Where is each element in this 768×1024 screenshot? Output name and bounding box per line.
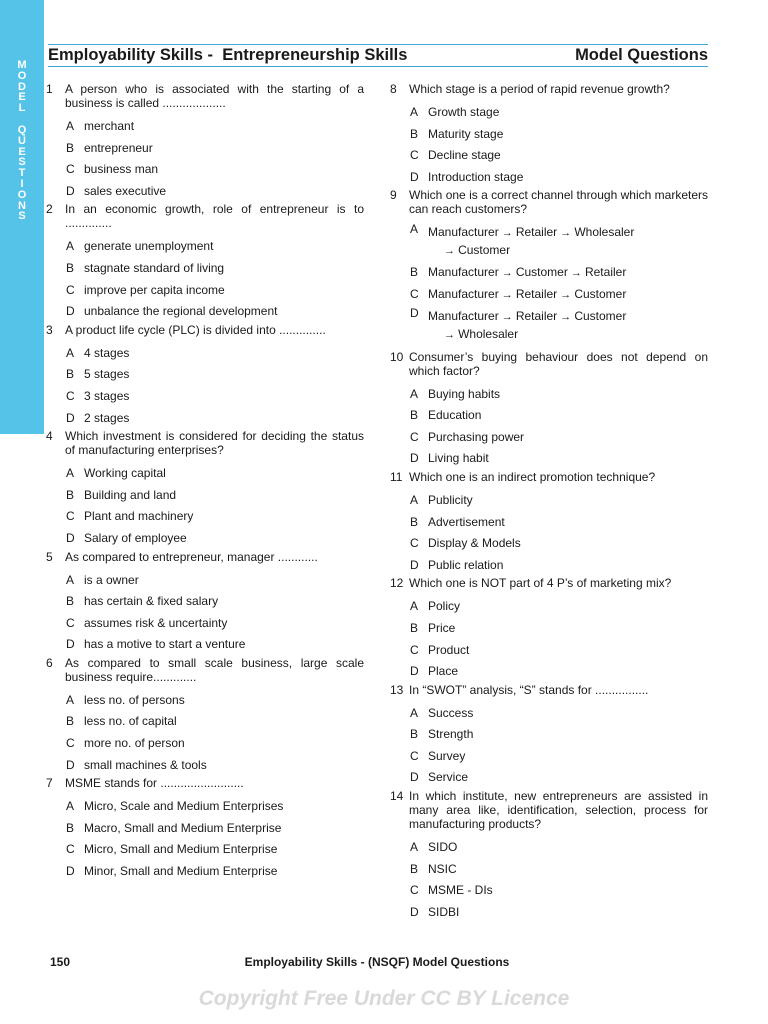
option xyxy=(390,222,708,262)
side-letter: S xyxy=(18,156,26,169)
option-text: Growth stage xyxy=(428,105,500,119)
option-text: unbalance the regional development xyxy=(84,304,278,319)
side-tab xyxy=(0,0,44,434)
option-letter: D xyxy=(66,530,75,545)
option-text: has certain & fixed salary xyxy=(84,594,219,609)
option-letter: D xyxy=(66,757,75,772)
option-text: 3 stages xyxy=(84,388,130,403)
side-letter: E xyxy=(18,91,26,104)
option-letter: A xyxy=(410,222,419,237)
option-letter: C xyxy=(410,286,419,301)
question-number: 8 xyxy=(390,82,397,96)
option-text: is a owner xyxy=(84,572,139,587)
option-text: Building and land xyxy=(84,487,177,502)
option-letter: D xyxy=(410,305,419,320)
arrow-icon: → xyxy=(557,310,575,323)
option-letter: C xyxy=(410,883,419,898)
option xyxy=(46,506,364,528)
option xyxy=(46,138,364,160)
question-number: 12 xyxy=(390,576,404,591)
side-letter: E xyxy=(18,145,26,158)
option-letter: A xyxy=(410,105,419,119)
option-text: has a motive to start a venture xyxy=(84,637,246,652)
option-letter: A xyxy=(66,692,75,707)
question-number: 1 xyxy=(46,82,53,96)
option-letter: B xyxy=(66,367,75,382)
channel-step: Retailer xyxy=(515,308,558,323)
option-letter: C xyxy=(410,148,419,163)
option-letter: A xyxy=(66,239,75,254)
option-text: more no. of person xyxy=(84,736,185,751)
header-section: Model Questions xyxy=(575,46,708,64)
side-letter: O xyxy=(17,188,27,201)
option-letter: A xyxy=(410,492,419,507)
side-letter: D xyxy=(18,80,26,93)
option xyxy=(46,528,364,550)
option-letter: C xyxy=(66,509,75,524)
option xyxy=(46,711,364,733)
option xyxy=(390,405,708,427)
option-letter: D xyxy=(410,664,419,679)
option xyxy=(46,463,364,485)
arrow-icon: → xyxy=(567,267,585,280)
option-text: Macro, Small and Medium Enterprise xyxy=(84,820,282,835)
option-text: 2 stages xyxy=(84,410,130,425)
option-letter: B xyxy=(410,727,419,742)
option-letter: D xyxy=(410,169,419,184)
side-letter: M xyxy=(17,59,27,71)
option-letter: D xyxy=(66,304,75,319)
question-number: 11 xyxy=(390,469,403,484)
option xyxy=(390,145,708,167)
option-text: Success xyxy=(428,705,474,720)
option xyxy=(390,596,708,618)
question xyxy=(390,350,708,378)
option-letter: C xyxy=(66,842,75,857)
option xyxy=(390,306,708,346)
option xyxy=(390,618,708,640)
channel-step: Customer xyxy=(574,308,627,323)
option-letter: B xyxy=(66,487,75,502)
option-letter: A xyxy=(66,799,75,814)
question-text: Which stage is a period of rapid revenue growth? xyxy=(409,82,670,96)
question xyxy=(46,656,364,684)
option-text: Product xyxy=(428,642,470,657)
question xyxy=(390,82,708,96)
option xyxy=(390,427,708,449)
question-text: Consumer’s buying behaviour does not depend on which factor? xyxy=(409,349,708,378)
option-text: SIDBI xyxy=(428,904,460,919)
option-letter: B xyxy=(66,820,75,835)
channel-step: Retailer xyxy=(584,265,627,280)
option-text: Publicity xyxy=(428,492,473,507)
option-text xyxy=(428,225,634,239)
option-letter: C xyxy=(410,536,419,551)
option-letter: B xyxy=(410,126,419,141)
question-number: 7 xyxy=(46,776,53,791)
option xyxy=(46,181,364,203)
option xyxy=(46,613,364,635)
question-text: A person who is associated with the starting of a business is called ................... xyxy=(65,82,364,110)
option-letter: B xyxy=(410,265,419,280)
option-text: Minor, Small and Medium Enterprise xyxy=(84,864,278,879)
option-text: Place xyxy=(428,664,459,679)
left-column xyxy=(46,82,364,883)
option-letter: C xyxy=(66,615,75,630)
option xyxy=(390,661,708,683)
question-number: 10 xyxy=(390,349,404,364)
question-text: Which one is NOT part of 4 P’s of marketing mix? xyxy=(409,576,672,591)
option xyxy=(46,301,364,323)
question xyxy=(46,202,364,230)
option xyxy=(46,755,364,777)
option-letter: C xyxy=(66,162,75,177)
question xyxy=(46,323,364,337)
question-number: 2 xyxy=(46,202,53,217)
channel-step: Wholesaler xyxy=(458,326,519,341)
option xyxy=(390,167,708,189)
option-letter: A xyxy=(66,572,75,587)
option-text-continued xyxy=(428,327,708,342)
option xyxy=(46,485,364,507)
channel-step: Customer xyxy=(574,286,627,301)
option xyxy=(390,555,708,577)
option xyxy=(46,280,364,302)
option-text: Micro, Small and Medium Enterprise xyxy=(84,842,278,857)
option-letter: C xyxy=(410,748,419,763)
option-letter: D xyxy=(66,864,75,879)
question-text: As compared to entrepreneur, manager ............ xyxy=(65,549,318,564)
option-letter: A xyxy=(66,119,75,133)
option xyxy=(390,859,708,881)
option-text: Buying habits xyxy=(428,386,501,401)
option-text: Maturity stage xyxy=(428,126,504,141)
option xyxy=(46,258,364,280)
option-text: generate unemployment xyxy=(84,239,214,254)
side-letter: N xyxy=(18,199,26,212)
option-text: Display & Models xyxy=(428,536,521,551)
side-letter: O xyxy=(17,69,27,82)
option-text-continued xyxy=(428,243,708,258)
option-letter: B xyxy=(410,861,419,876)
question-text: Which one is an indirect promotion technique? xyxy=(409,469,656,484)
option xyxy=(46,690,364,712)
option xyxy=(46,818,364,840)
question-number: 14 xyxy=(390,789,404,804)
question-text: A product life cycle (PLC) is divided into .............. xyxy=(65,322,326,337)
watermark: Copyright Free Under CC BY Licence xyxy=(198,987,570,1010)
arrow-icon: → xyxy=(557,227,575,240)
option-letter: A xyxy=(410,386,419,401)
question xyxy=(46,82,364,110)
option xyxy=(390,724,708,746)
option-letter: D xyxy=(410,904,419,919)
option xyxy=(46,570,364,592)
option xyxy=(46,796,364,818)
option-text: Education xyxy=(428,408,482,423)
right-column xyxy=(390,82,708,923)
option xyxy=(390,902,708,924)
option xyxy=(46,591,364,613)
option-letter: C xyxy=(410,642,419,657)
option xyxy=(46,408,364,430)
option xyxy=(390,640,708,662)
option-text: Strength xyxy=(428,727,474,742)
option xyxy=(390,448,708,470)
option-letter: B xyxy=(66,140,75,155)
option-letter: A xyxy=(410,840,419,855)
arrow-icon: → xyxy=(444,328,459,341)
arrow-icon: → xyxy=(557,288,575,301)
side-letter: Q xyxy=(17,123,27,136)
arrow-icon: → xyxy=(498,310,516,323)
option-letter: D xyxy=(410,451,419,466)
option-text: business man xyxy=(84,162,159,177)
channel-step: Wholesaler xyxy=(574,225,635,240)
option xyxy=(390,102,708,124)
side-letter: U xyxy=(18,134,26,147)
option-text: Living habit xyxy=(428,451,489,466)
option-text: NSIC xyxy=(428,861,457,876)
arrow-icon: → xyxy=(498,267,516,280)
channel-step: Manufacturer xyxy=(428,265,499,280)
question xyxy=(390,789,708,831)
question xyxy=(390,683,708,697)
question-number: 4 xyxy=(46,429,53,444)
option-text: SIDO xyxy=(428,840,458,855)
side-letter: T xyxy=(18,167,26,180)
side-letter: S xyxy=(18,210,26,223)
option-letter: B xyxy=(66,260,75,275)
option-text: MSME - DIs xyxy=(428,883,493,898)
option-text xyxy=(428,265,626,279)
question-text: In which institute, new entrepreneurs are assisted in many area like, identification, selection, process for manufacturing products? xyxy=(409,789,708,832)
option-text xyxy=(428,309,626,323)
option xyxy=(46,634,364,656)
option-letter: B xyxy=(66,594,75,609)
header-title: Employability Skills - Entrepreneurship Skills xyxy=(48,46,408,64)
option-text: small machines & tools xyxy=(84,757,207,772)
option xyxy=(390,512,708,534)
option-text: Salary of employee xyxy=(84,530,187,545)
question-text: Which one is a correct channel through which marketers can reach customers? xyxy=(409,188,708,217)
question-number: 3 xyxy=(46,322,53,337)
option xyxy=(390,262,708,284)
question-number: 13 xyxy=(390,682,404,697)
channel-step: Customer xyxy=(458,243,511,258)
question-number: 9 xyxy=(390,188,397,203)
question-text: As compared to small scale business, large scale business require............. xyxy=(65,655,364,684)
page-header xyxy=(48,45,708,67)
option-text: Micro, Scale and Medium Enterprises xyxy=(84,799,284,814)
option xyxy=(390,746,708,768)
arrow-icon: → xyxy=(498,288,516,301)
option-text: Decline stage xyxy=(428,148,501,163)
option xyxy=(46,159,364,181)
question xyxy=(46,550,364,564)
option-letter: D xyxy=(66,183,75,198)
option-text: 4 stages xyxy=(84,345,130,360)
option-letter: A xyxy=(66,345,75,360)
option xyxy=(390,533,708,555)
option-text: improve per capita income xyxy=(84,282,225,297)
option-text: Advertisement xyxy=(428,514,505,529)
side-letter: L xyxy=(18,102,26,115)
option-text: less no. of persons xyxy=(84,692,185,707)
option-letter: B xyxy=(410,620,419,635)
option-letter: C xyxy=(410,429,419,444)
option-letter: B xyxy=(66,714,75,729)
option-text: Policy xyxy=(428,599,461,614)
option-letter: D xyxy=(66,410,75,425)
option xyxy=(46,386,364,408)
footer-title: Employability Skills - (NSQF) Model Questions xyxy=(244,955,510,969)
option-text: Survey xyxy=(428,748,466,763)
option-text: Plant and machinery xyxy=(84,509,194,524)
channel-step: Customer xyxy=(515,265,568,280)
option-letter: C xyxy=(66,388,75,403)
option xyxy=(390,880,708,902)
question-text: In “SWOT” analysis, “S” stands for ................ xyxy=(409,682,649,697)
question-text: In an economic growth, role of entrepreneur is to .............. xyxy=(65,202,364,231)
option-text: entrepreneur xyxy=(84,140,153,155)
option-letter: B xyxy=(410,514,419,529)
option xyxy=(390,837,708,859)
arrow-icon: → xyxy=(498,227,516,240)
question-text: MSME stands for ......................... xyxy=(65,776,244,791)
question xyxy=(390,188,708,216)
option-letter: A xyxy=(410,705,419,720)
side-letter: I xyxy=(20,177,24,190)
option-text: Purchasing power xyxy=(428,429,525,444)
option-letter: B xyxy=(410,408,419,423)
question xyxy=(390,470,708,484)
channel-step: Manufacturer xyxy=(428,308,499,323)
option-text: less no. of capital xyxy=(84,714,177,729)
arrow-icon: → xyxy=(444,245,459,258)
option xyxy=(390,284,708,306)
option-letter: A xyxy=(410,599,419,614)
option xyxy=(46,839,364,861)
channel-step: Manufacturer xyxy=(428,225,499,240)
question xyxy=(46,429,364,457)
option xyxy=(46,861,364,883)
option-letter: C xyxy=(66,736,75,751)
option-letter: D xyxy=(410,770,419,785)
option xyxy=(390,767,708,789)
question xyxy=(390,576,708,590)
option-text: merchant xyxy=(84,119,135,133)
question-text: Which investment is considered for deciding the status of manufacturing enterprises? xyxy=(65,429,364,458)
option xyxy=(390,490,708,512)
option-letter: D xyxy=(66,637,75,652)
option-letter: A xyxy=(66,466,75,481)
header-bottom-rule xyxy=(48,66,708,67)
option-text: Introduction stage xyxy=(428,169,524,184)
question-number: 6 xyxy=(46,655,53,670)
channel-step: Retailer xyxy=(515,225,558,240)
option xyxy=(46,364,364,386)
option-text: Public relation xyxy=(428,557,504,572)
option-text: sales executive xyxy=(84,183,167,198)
option-text: stagnate standard of living xyxy=(84,260,225,275)
option-text: assumes risk & uncertainty xyxy=(84,615,228,630)
option xyxy=(390,384,708,406)
option-text: Working capital xyxy=(84,466,166,481)
question xyxy=(46,776,364,790)
side-tab-label xyxy=(0,60,44,222)
option-letter: D xyxy=(410,557,419,572)
option-letter: C xyxy=(66,282,75,297)
option xyxy=(46,116,364,138)
option xyxy=(390,124,708,146)
option xyxy=(390,703,708,725)
option xyxy=(46,733,364,755)
channel-step: Manufacturer xyxy=(428,286,499,301)
question-number: 5 xyxy=(46,549,53,564)
channel-step: Retailer xyxy=(515,286,558,301)
option xyxy=(46,343,364,365)
option-text: Price xyxy=(428,620,456,635)
page-number: 150 xyxy=(50,955,71,969)
option-text: 5 stages xyxy=(84,367,130,382)
option xyxy=(46,236,364,258)
option-text: Service xyxy=(428,770,469,785)
option-text xyxy=(428,287,626,301)
